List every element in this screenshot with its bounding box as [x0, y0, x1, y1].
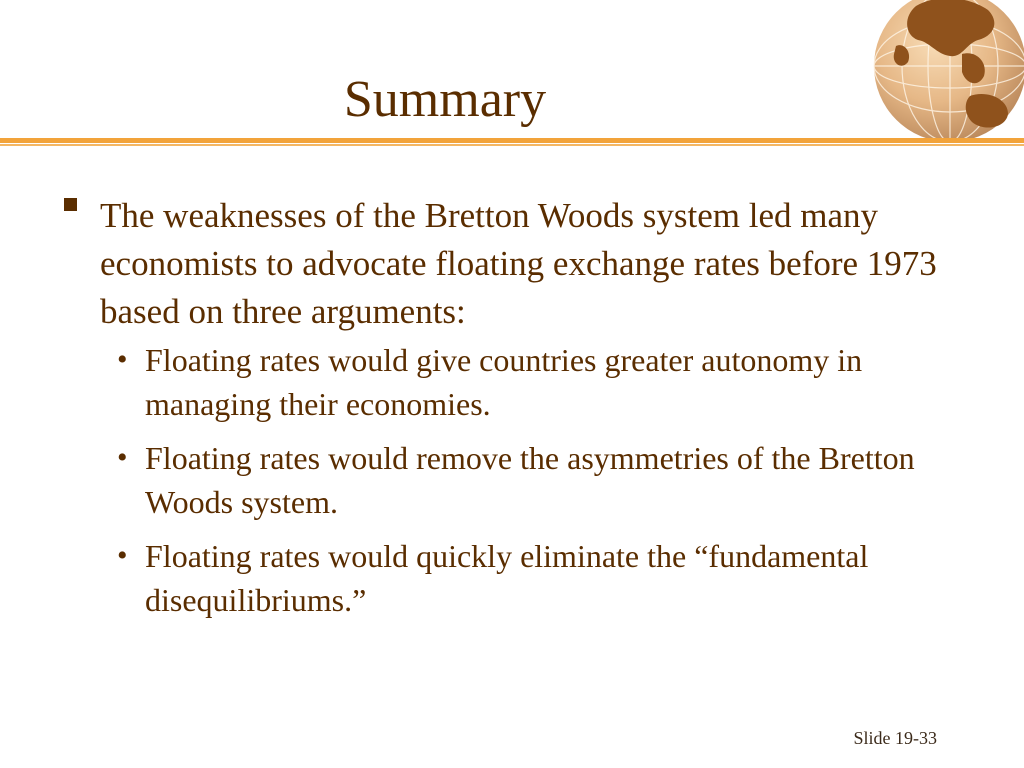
sub-bullet-marker: • — [117, 343, 128, 376]
sub-bullet-marker: • — [117, 539, 128, 572]
square-bullet-icon — [64, 198, 77, 211]
main-bullet-text: The weaknesses of the Bretton Woods system led many economists to advocate floating exchange rates before 1973 based on three arguments: — [100, 196, 937, 331]
sub-bullet-3: Floating rates would quickly eliminate the “fundamental disequilibriums.” — [145, 538, 869, 618]
slide-number: Slide 19-33 — [853, 728, 937, 748]
title-underline — [0, 138, 1024, 146]
slide-title: Summary — [343, 71, 547, 128]
sub-bullet-2: Floating rates would remove the asymmetries of the Bretton Woods system. — [145, 440, 915, 520]
sub-bullet-marker: • — [117, 441, 128, 474]
sub-bullet-1: Floating rates would give countries greater autonomy in managing their economies. — [145, 342, 863, 422]
